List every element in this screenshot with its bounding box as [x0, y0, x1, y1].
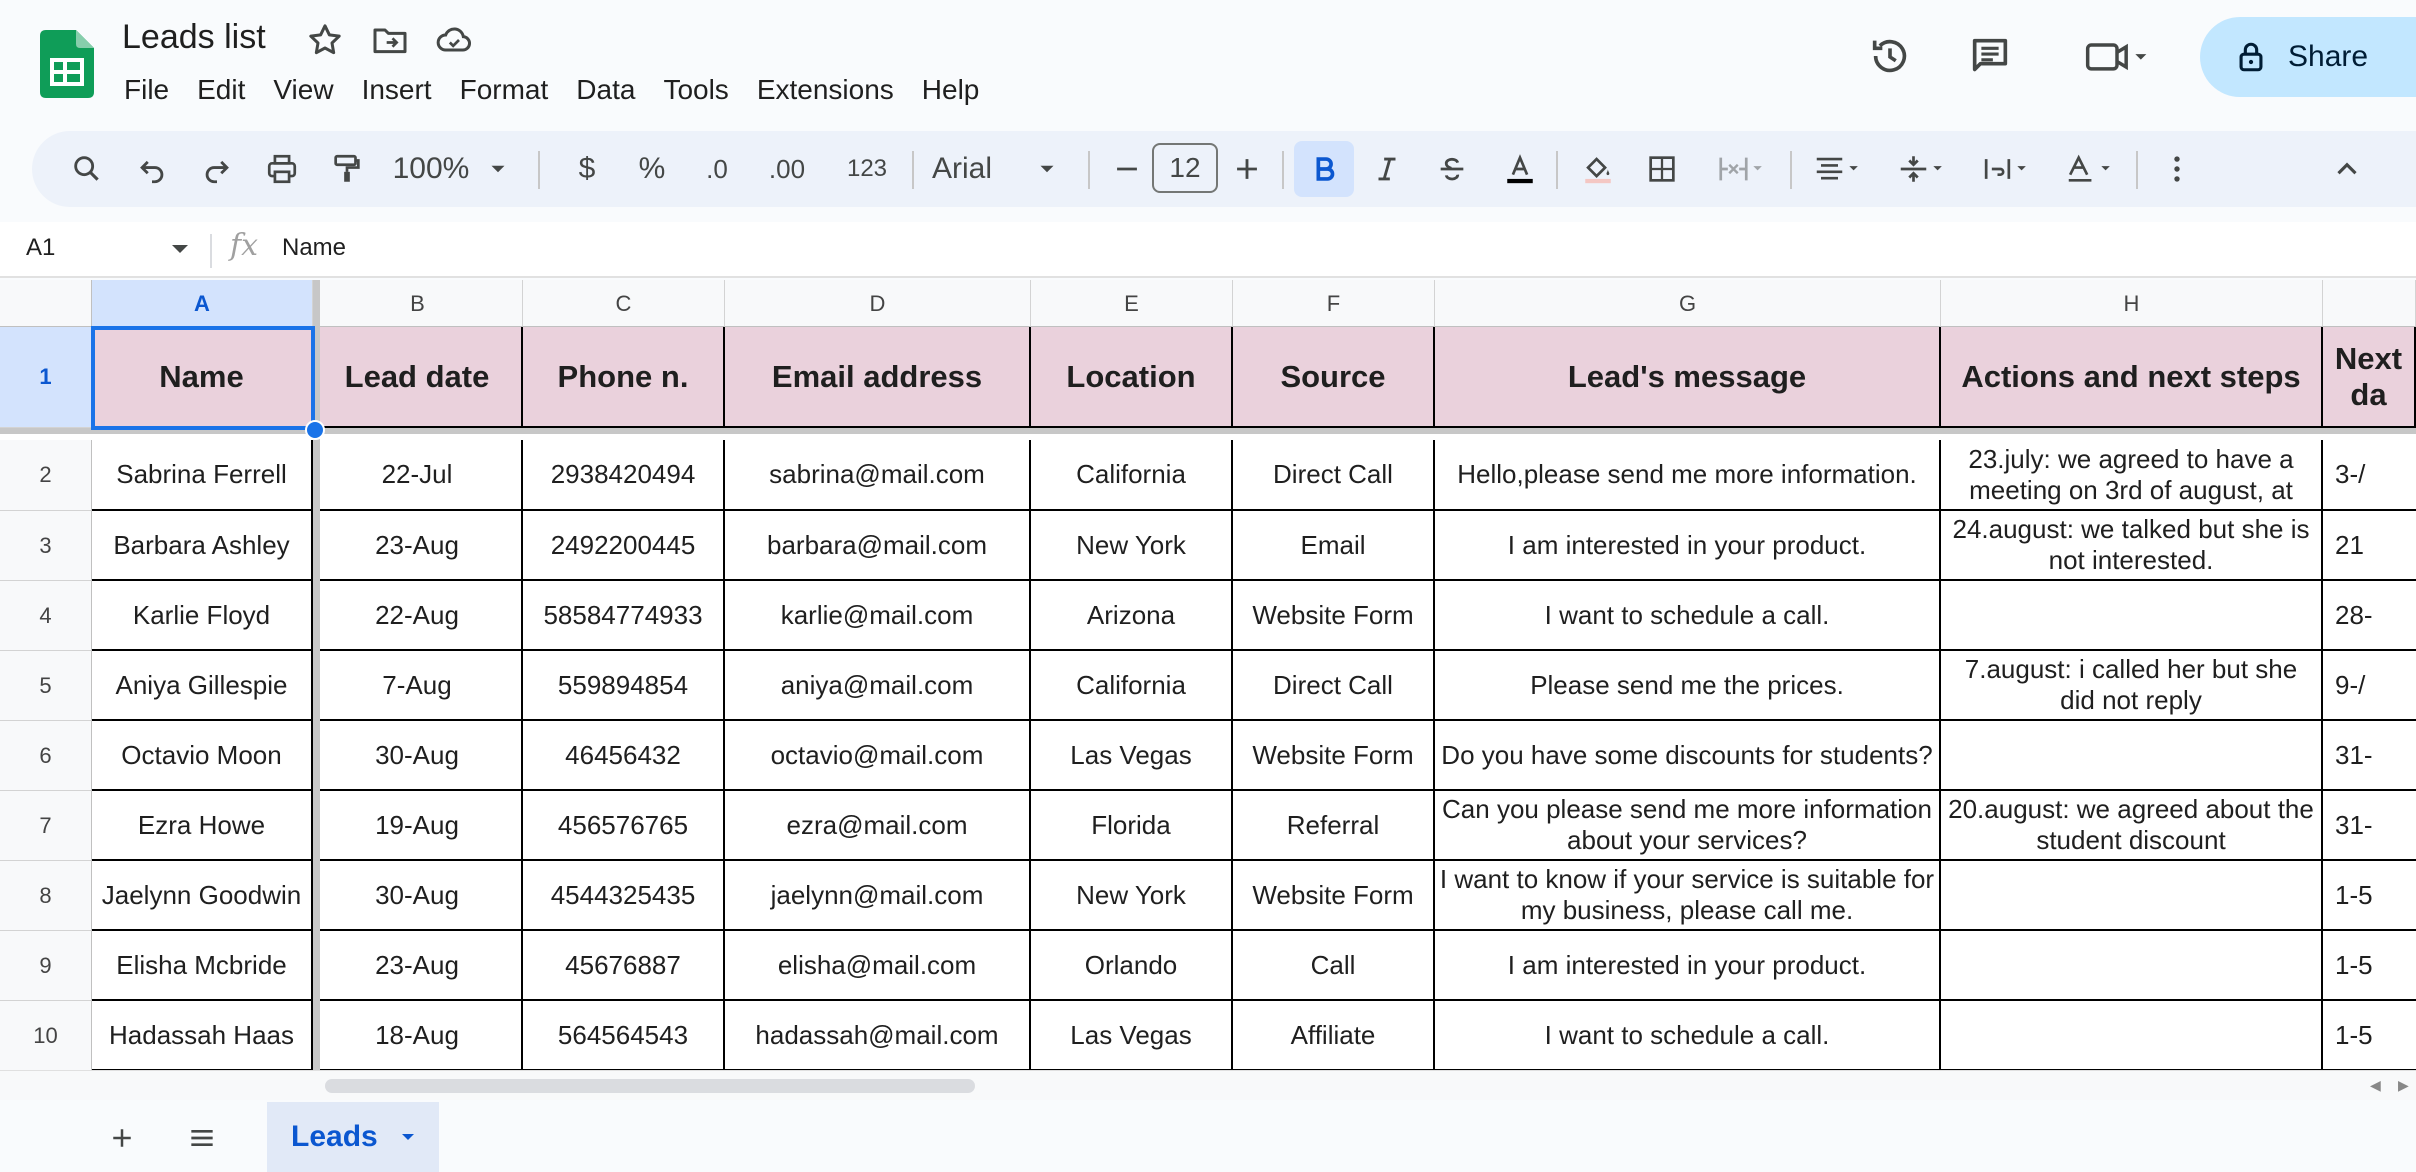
column-header[interactable]: H	[1941, 280, 2323, 327]
menu-extensions[interactable]: Extensions	[756, 74, 894, 105]
cell-source[interactable]: Call	[1233, 931, 1435, 1001]
menu-data[interactable]: Data	[576, 74, 636, 105]
cell-phone[interactable]: 564564543	[523, 1001, 725, 1070]
formula-input[interactable]: Name	[282, 234, 347, 261]
column-header[interactable]: A	[92, 280, 313, 327]
cell-lead-date[interactable]: 23-Aug	[313, 511, 523, 581]
cell-phone[interactable]: 4544325435	[523, 861, 725, 931]
cell-lead-date[interactable]: 7-Aug	[313, 651, 523, 721]
cell-lead-date[interactable]: 30-Aug	[313, 721, 523, 791]
cell-next-date[interactable]: 21	[2323, 511, 2416, 581]
plus-icon	[107, 1123, 137, 1153]
cell-source[interactable]: Website Form	[1233, 861, 1435, 931]
cell-phone[interactable]: 58584774933	[523, 581, 725, 651]
share-button[interactable]	[2200, 17, 2416, 97]
document-title[interactable]: Leads list	[122, 18, 266, 56]
cell-message[interactable]: Do you have some discounts for students?	[1435, 721, 1941, 791]
cell-next-date[interactable]: 31-	[2323, 721, 2416, 791]
select-all-corner[interactable]	[0, 280, 92, 327]
separator	[1556, 151, 1558, 189]
cell-next-date[interactable]: 9-/	[2323, 651, 2416, 721]
menu-edit[interactable]: Edit	[197, 74, 246, 105]
fill-handle[interactable]	[305, 420, 325, 440]
cell-name[interactable]: Barbara Ashley	[92, 511, 313, 581]
horizontal-align-icon[interactable]	[1800, 141, 1876, 197]
row-header[interactable]: 1	[0, 327, 92, 428]
version-history-icon[interactable]	[1860, 26, 1920, 86]
percent-label: %	[638, 152, 666, 185]
cell-source[interactable]: Referral	[1233, 791, 1435, 861]
cell-lead-date[interactable]: 30-Aug	[313, 861, 523, 931]
column-header[interactable]: C	[523, 280, 725, 327]
cell-message[interactable]: I am interested in your product.	[1435, 511, 1941, 581]
menu-insert[interactable]: Insert	[361, 74, 432, 105]
text-rotation-icon[interactable]	[2052, 141, 2128, 197]
chevron-down-icon[interactable]	[170, 242, 190, 261]
share-label: Share	[2288, 40, 2369, 73]
cell-source[interactable]: Direct Call	[1233, 651, 1435, 721]
formula-bar	[0, 222, 2416, 278]
separator	[912, 151, 914, 189]
cell-email[interactable]: karlie@mail.com	[725, 581, 1031, 651]
cell-phone[interactable]: 456576765	[523, 791, 725, 861]
cell-actions[interactable]: 23.july: we agreed to have a meeting on 3rd of august, at	[1941, 440, 2323, 511]
cell-next-date[interactable]: 1-5	[2323, 1001, 2416, 1070]
function-icon: fx	[230, 228, 259, 263]
more-formats-button[interactable]	[832, 141, 902, 197]
menu-file[interactable]: File	[124, 74, 170, 105]
cell-location[interactable]: Las Vegas	[1031, 721, 1233, 791]
cell-name[interactable]: Octavio Moon	[92, 721, 313, 791]
cell-source[interactable]: Affiliate	[1233, 1001, 1435, 1070]
cell-phone[interactable]: 46456432	[523, 721, 725, 791]
header-cell-lead-date[interactable]: Lead date	[313, 327, 523, 428]
menu-format[interactable]: Format	[459, 74, 549, 105]
meet-icon[interactable]	[2072, 26, 2162, 86]
cell-lead-date[interactable]: 23-Aug	[313, 931, 523, 1001]
cell-email[interactable]: elisha@mail.com	[725, 931, 1031, 1001]
cell-next-date[interactable]: 31-	[2323, 791, 2416, 861]
cell-phone[interactable]: 559894854	[523, 651, 725, 721]
chevron-down-icon	[1034, 152, 1060, 186]
row-header[interactable]: 9	[0, 931, 92, 1001]
menu-help[interactable]: Help	[921, 74, 980, 105]
row-header[interactable]: 6	[0, 721, 92, 791]
cell-location[interactable]: Florida	[1031, 791, 1233, 861]
cell-location[interactable]: Las Vegas	[1031, 1001, 1233, 1070]
scroll-left-icon[interactable]: ◀	[2370, 1077, 2381, 1093]
collapse-toolbar-icon[interactable]	[2322, 141, 2372, 197]
header-cell-actions[interactable]: Actions and next steps	[1941, 327, 2323, 428]
separator	[1282, 151, 1284, 189]
cell-source[interactable]: Email	[1233, 511, 1435, 581]
cell-message[interactable]: I want to know if your service is suitable for my business, please call me.	[1435, 861, 1941, 931]
font-family-value: Arial	[932, 152, 993, 185]
merge-cells-icon[interactable]	[1702, 141, 1782, 197]
cell-actions[interactable]: 7.august: i called her but she did not reply	[1941, 651, 2323, 721]
row-header[interactable]: 3	[0, 511, 92, 581]
header-cell-next-date[interactable]: Next da	[2323, 327, 2416, 428]
cell-message[interactable]: I am interested in your product.	[1435, 931, 1941, 1001]
cell-email[interactable]: jaelynn@mail.com	[725, 861, 1031, 931]
cell-next-date[interactable]: 28-	[2323, 581, 2416, 651]
cell-message[interactable]: Can you please send me more information about your services?	[1435, 791, 1941, 861]
cloud-status-icon[interactable]	[434, 20, 474, 60]
cell-next-date[interactable]: 1-5	[2323, 861, 2416, 931]
cell-actions[interactable]	[1941, 931, 2323, 1001]
comments-icon[interactable]	[1960, 26, 2020, 86]
column-header[interactable]: G	[1435, 280, 1941, 327]
font-size-decrease-icon[interactable]	[1102, 141, 1152, 197]
cell-location[interactable]: New York	[1031, 861, 1233, 931]
vertical-align-icon[interactable]	[1884, 141, 1960, 197]
star-icon[interactable]	[305, 20, 345, 60]
cell-lead-date[interactable]: 22-Jul	[313, 440, 523, 511]
sheet-tab-leads[interactable]	[267, 1102, 439, 1172]
cell-source[interactable]: Direct Call	[1233, 440, 1435, 511]
redo-icon[interactable]	[192, 141, 242, 197]
cell-source[interactable]: Website Form	[1233, 581, 1435, 651]
cell-actions[interactable]	[1941, 721, 2323, 791]
cell-name[interactable]: Karlie Floyd	[92, 581, 313, 651]
more-formats-label: 123	[846, 155, 888, 182]
header-cell-email[interactable]: Email address	[725, 327, 1031, 428]
cell-actions[interactable]	[1941, 1001, 2323, 1070]
cell-phone[interactable]: 45676887	[523, 931, 725, 1001]
title-bar	[0, 0, 2416, 125]
cell-email[interactable]: aniya@mail.com	[725, 651, 1031, 721]
cell-lead-date[interactable]: 19-Aug	[313, 791, 523, 861]
cell-phone[interactable]: 2938420494	[523, 440, 725, 511]
font-family-select[interactable]	[932, 141, 1092, 197]
chevron-down-icon	[485, 152, 511, 186]
row-header[interactable]: 5	[0, 651, 92, 721]
cell-email[interactable]: sabrina@mail.com	[725, 440, 1031, 511]
fill-color-icon[interactable]	[1570, 141, 1626, 197]
cell-name[interactable]: Hadassah Haas	[92, 1001, 313, 1070]
separator	[1790, 151, 1792, 189]
currency-label: $	[578, 152, 596, 185]
cell-message[interactable]: I want to schedule a call.	[1435, 581, 1941, 651]
row-header[interactable]: 8	[0, 861, 92, 931]
borders-icon[interactable]	[1637, 141, 1687, 197]
cell-phone[interactable]: 2492200445	[523, 511, 725, 581]
search-icon[interactable]	[62, 141, 112, 197]
header-cell-name[interactable]: Name	[92, 327, 313, 428]
header-cell-phone[interactable]: Phone n.	[523, 327, 725, 428]
column-header[interactable]: D	[725, 280, 1031, 327]
cell-lead-date[interactable]: 18-Aug	[313, 1001, 523, 1070]
increase-decimal-button[interactable]	[752, 141, 822, 197]
cell-location[interactable]: California	[1031, 440, 1233, 511]
zoom-select[interactable]	[387, 141, 517, 197]
cell-actions[interactable]	[1941, 861, 2323, 931]
cell-location[interactable]: Arizona	[1031, 581, 1233, 651]
cell-actions[interactable]: 24.august: we talked but she is not interested.	[1941, 511, 2323, 581]
decrease-decimal-button[interactable]	[687, 141, 747, 197]
separator	[210, 234, 212, 268]
column-header[interactable]: E	[1031, 280, 1233, 327]
cell-location[interactable]: New York	[1031, 511, 1233, 581]
cell-email[interactable]: barbara@mail.com	[725, 511, 1031, 581]
font-size-increase-icon[interactable]	[1222, 141, 1272, 197]
cell-message[interactable]: Hello,please send me more information.	[1435, 440, 1941, 511]
chevron-down-icon[interactable]	[396, 1125, 420, 1149]
lock-icon	[2234, 40, 2268, 74]
move-folder-icon[interactable]	[370, 20, 410, 60]
cell-name[interactable]: Aniya Gillespie	[92, 651, 313, 721]
cell-email[interactable]: ezra@mail.com	[725, 791, 1031, 861]
cell-name[interactable]: Sabrina Ferrell	[92, 440, 313, 511]
all-sheets-button[interactable]	[180, 1116, 224, 1160]
sheet-bar	[0, 1100, 2416, 1172]
menu-view[interactable]: View	[273, 74, 334, 105]
separator	[2136, 151, 2138, 189]
column-header[interactable]: F	[1233, 280, 1435, 327]
more-options-icon[interactable]	[2152, 141, 2202, 197]
bold-icon[interactable]	[1294, 141, 1354, 197]
cell-message[interactable]: I want to schedule a call.	[1435, 1001, 1941, 1070]
header-cell-location[interactable]: Location	[1031, 327, 1233, 428]
separator	[538, 151, 540, 189]
zoom-value: 100%	[392, 152, 470, 185]
strikethrough-icon[interactable]	[1427, 141, 1477, 197]
cell-name[interactable]: Elisha Mcbride	[92, 931, 313, 1001]
cell-actions[interactable]: 20.august: we agreed about the student discount	[1941, 791, 2323, 861]
currency-format-button[interactable]	[562, 141, 612, 197]
sheets-logo-icon[interactable]	[40, 30, 94, 98]
italic-icon[interactable]	[1362, 141, 1412, 197]
name-box[interactable]: A1	[26, 234, 56, 261]
separator	[1088, 151, 1090, 189]
header-cell-source[interactable]: Source	[1233, 327, 1435, 428]
row-header[interactable]: 4	[0, 581, 92, 651]
cell-next-date[interactable]: 3-/	[2323, 440, 2416, 511]
cell-lead-date[interactable]: 22-Aug	[313, 581, 523, 651]
cell-location[interactable]: California	[1031, 651, 1233, 721]
add-sheet-button[interactable]	[100, 1116, 144, 1160]
cell-name[interactable]: Ezra Howe	[92, 791, 313, 861]
active-cell-selection	[91, 326, 315, 430]
cell-message[interactable]: Please send me the prices.	[1435, 651, 1941, 721]
scroll-right-icon[interactable]: ▶	[2398, 1077, 2409, 1093]
toolbar	[32, 131, 2416, 207]
percent-format-button[interactable]	[627, 141, 677, 197]
undo-icon[interactable]	[127, 141, 177, 197]
row-header[interactable]: 10	[0, 1001, 92, 1070]
text-wrapping-icon[interactable]	[1968, 141, 2044, 197]
cell-actions[interactable]	[1941, 581, 2323, 651]
row-header[interactable]: 2	[0, 440, 92, 511]
cell-email[interactable]: octavio@mail.com	[725, 721, 1031, 791]
row-header[interactable]: 7	[0, 791, 92, 861]
menu-icon	[186, 1122, 218, 1154]
menu-bar	[110, 70, 993, 110]
column-header[interactable]: B	[313, 280, 523, 327]
column-header[interactable]	[2323, 280, 2416, 327]
cell-email[interactable]: hadassah@mail.com	[725, 1001, 1031, 1070]
decrease-decimal-label: .0	[706, 153, 728, 184]
increase-decimal-label: .00	[768, 153, 806, 184]
sheet-tab-label: Leads	[291, 1120, 378, 1153]
cell-source[interactable]: Website Form	[1233, 721, 1435, 791]
menu-tools[interactable]: Tools	[663, 74, 729, 105]
text-color-icon[interactable]	[1492, 141, 1548, 197]
paint-format-icon[interactable]	[322, 141, 372, 197]
cell-name[interactable]: Jaelynn Goodwin	[92, 861, 313, 931]
font-size-value: 12	[1169, 152, 1201, 183]
horizontal-scrollbar[interactable]	[0, 1070, 2416, 1101]
print-icon[interactable]	[257, 141, 307, 197]
freeze-row-line[interactable]	[0, 428, 2416, 434]
spreadsheet-grid	[0, 280, 2416, 1070]
scrollbar-thumb[interactable]	[325, 1079, 975, 1093]
font-size-input[interactable]	[1152, 143, 1218, 193]
header-cell-message[interactable]: Lead's message	[1435, 327, 1941, 428]
cell-location[interactable]: Orlando	[1031, 931, 1233, 1001]
cell-next-date[interactable]: 1-5	[2323, 931, 2416, 1001]
